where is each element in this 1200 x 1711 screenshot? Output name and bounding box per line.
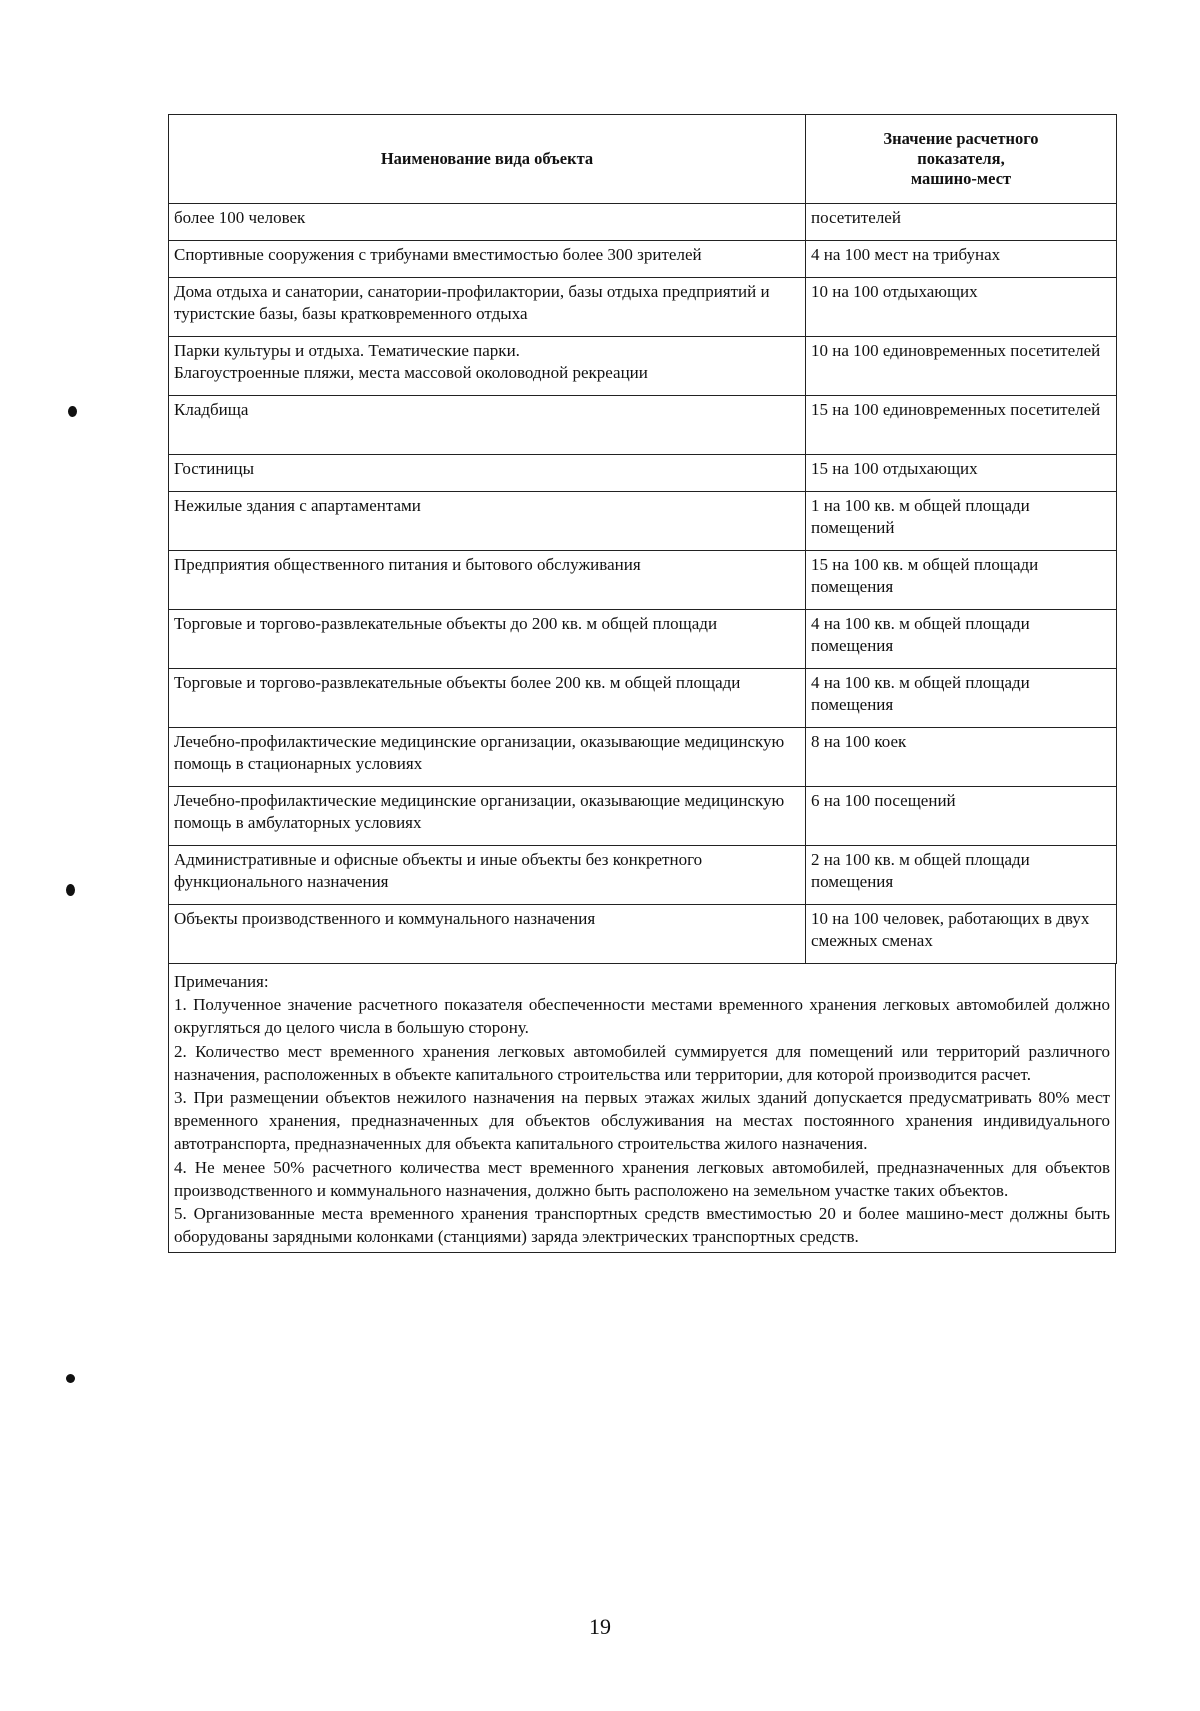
table-row	[169, 551, 1117, 610]
header-parking-value	[806, 115, 1117, 204]
object-type-cell: Дома отдыха и санатории, санатории-профилактории, базы отдыха предприятий и туристские базы, базы кратковременного отдыха	[169, 278, 806, 337]
object-type-cell: Нежилые здания с апартаментами	[169, 492, 806, 551]
parking-value-cell: 10 на 100 отдыхающих	[806, 278, 1117, 337]
header-value-line: Значение расчетного	[883, 129, 1039, 148]
header-value-line: машино-мест	[910, 169, 1012, 188]
notes-title: Примечания:	[174, 972, 269, 991]
table-row	[169, 787, 1117, 846]
object-type-line: Парки культуры и отдыха. Тематические парки.	[174, 341, 520, 360]
parking-value-cell: 4 на 100 кв. м общей площади помещения	[806, 610, 1117, 669]
object-type-line: Благоустроенные пляжи, места массовой околоводной рекреации	[174, 363, 648, 382]
table-row	[169, 905, 1117, 964]
object-type-cell: Лечебно-профилактические медицинские организации, оказывающие медицинскую помощь в стационарных условиях	[169, 728, 806, 787]
note-item: 2. Количество мест временного хранения легковых автомобилей суммируется для помещений или территорий различного назначения, расположенных в объекте капитального строительства или территории, для которой производится расчет.	[174, 1041, 1110, 1084]
table-row	[169, 846, 1117, 905]
table-row	[169, 669, 1117, 728]
parking-value-cell: 10 на 100 единовременных посетителей	[806, 337, 1117, 396]
table-row	[169, 337, 1117, 396]
parking-value-cell: 10 на 100 человек, работающих в двух смежных сменах	[806, 905, 1117, 964]
object-type-cell: Лечебно-профилактические медицинские организации, оказывающие медицинскую помощь в амбулаторных условиях	[169, 787, 806, 846]
object-type-cell: более 100 человек	[169, 204, 806, 241]
page-number: 19	[589, 1614, 611, 1639]
table-row	[169, 241, 1117, 278]
parking-value-cell: 4 на 100 кв. м общей площади помещения	[806, 669, 1117, 728]
table-header-row	[169, 115, 1117, 204]
object-type-cell: Административные и офисные объекты и иные объекты без конкретного функционального назначения	[169, 846, 806, 905]
scan-speck	[66, 1374, 75, 1383]
object-type-cell: Объекты производственного и коммунального назначения	[169, 905, 806, 964]
note-item: 1. Полученное значение расчетного показателя обеспеченности местами временного хранения легковых автомобилей должно округляться до целого числа в большую сторону.	[174, 995, 1110, 1038]
table-row	[169, 278, 1117, 337]
table-row	[169, 204, 1117, 241]
object-type-cell: Торговые и торгово-развлекательные объекты более 200 кв. м общей площади	[169, 669, 806, 728]
parking-value-cell: 6 на 100 посещений	[806, 787, 1117, 846]
table-row	[169, 455, 1117, 492]
object-type-cell: Гостиницы	[169, 455, 806, 492]
parking-value-cell: 15 на 100 отдыхающих	[806, 455, 1117, 492]
parking-value-cell: 2 на 100 кв. м общей площади помещения	[806, 846, 1117, 905]
object-type-cell: Предприятия общественного питания и бытового обслуживания	[169, 551, 806, 610]
note-item: 3. При размещении объектов нежилого назначения на первых этажах жилых зданий допускается предусматривать 80% мест временного хранения, предназначенных для объектов обслуживания на местах постоянного хранения индивидуального автотранспорта, предназначенных для объекта капитального строительства жилого назначения.	[174, 1088, 1110, 1154]
parking-value-cell: 8 на 100 коек	[806, 728, 1117, 787]
parking-value-cell: 15 на 100 кв. м общей площади помещения	[806, 551, 1117, 610]
parking-ratio-table	[168, 114, 1117, 964]
table-row	[169, 492, 1117, 551]
object-type-cell: Кладбища	[169, 396, 806, 455]
table-row	[169, 610, 1117, 669]
note-item: 5. Организованные места временного хранения транспортных средств вместимостью 20 и более машино-мест должны быть оборудованы зарядными колонками (станциями) заряда электрических транспортных средств.	[174, 1204, 1110, 1247]
note-item: 4. Не менее 50% расчетного количества мест временного хранения легковых автомобилей, предназначенных для объектов производственного и коммунального назначения, должно быть расположено на земельном участке таких объектов.	[174, 1157, 1110, 1200]
parking-ratio-table-wrapper	[168, 114, 1116, 1253]
parking-value-cell: 15 на 100 единовременных посетителей	[806, 396, 1117, 455]
object-type-cell: Спортивные сооружения с трибунами вместимостью более 300 зрителей	[169, 241, 806, 278]
parking-value-cell: посетителей	[806, 204, 1117, 241]
header-object-type: Наименование вида объекта	[169, 115, 806, 204]
table-row	[169, 396, 1117, 455]
object-type-cell: Торговые и торгово-развлекательные объекты до 200 кв. м общей площади	[169, 610, 806, 669]
notes-section	[168, 964, 1116, 1253]
scan-speck	[68, 406, 77, 417]
table-row	[169, 728, 1117, 787]
scan-speck	[66, 884, 75, 896]
parking-value-cell: 1 на 100 кв. м общей площади помещений	[806, 492, 1117, 551]
object-type-cell	[169, 337, 806, 396]
parking-value-cell: 4 на 100 мест на трибунах	[806, 241, 1117, 278]
header-value-line: показателя,	[917, 149, 1005, 168]
